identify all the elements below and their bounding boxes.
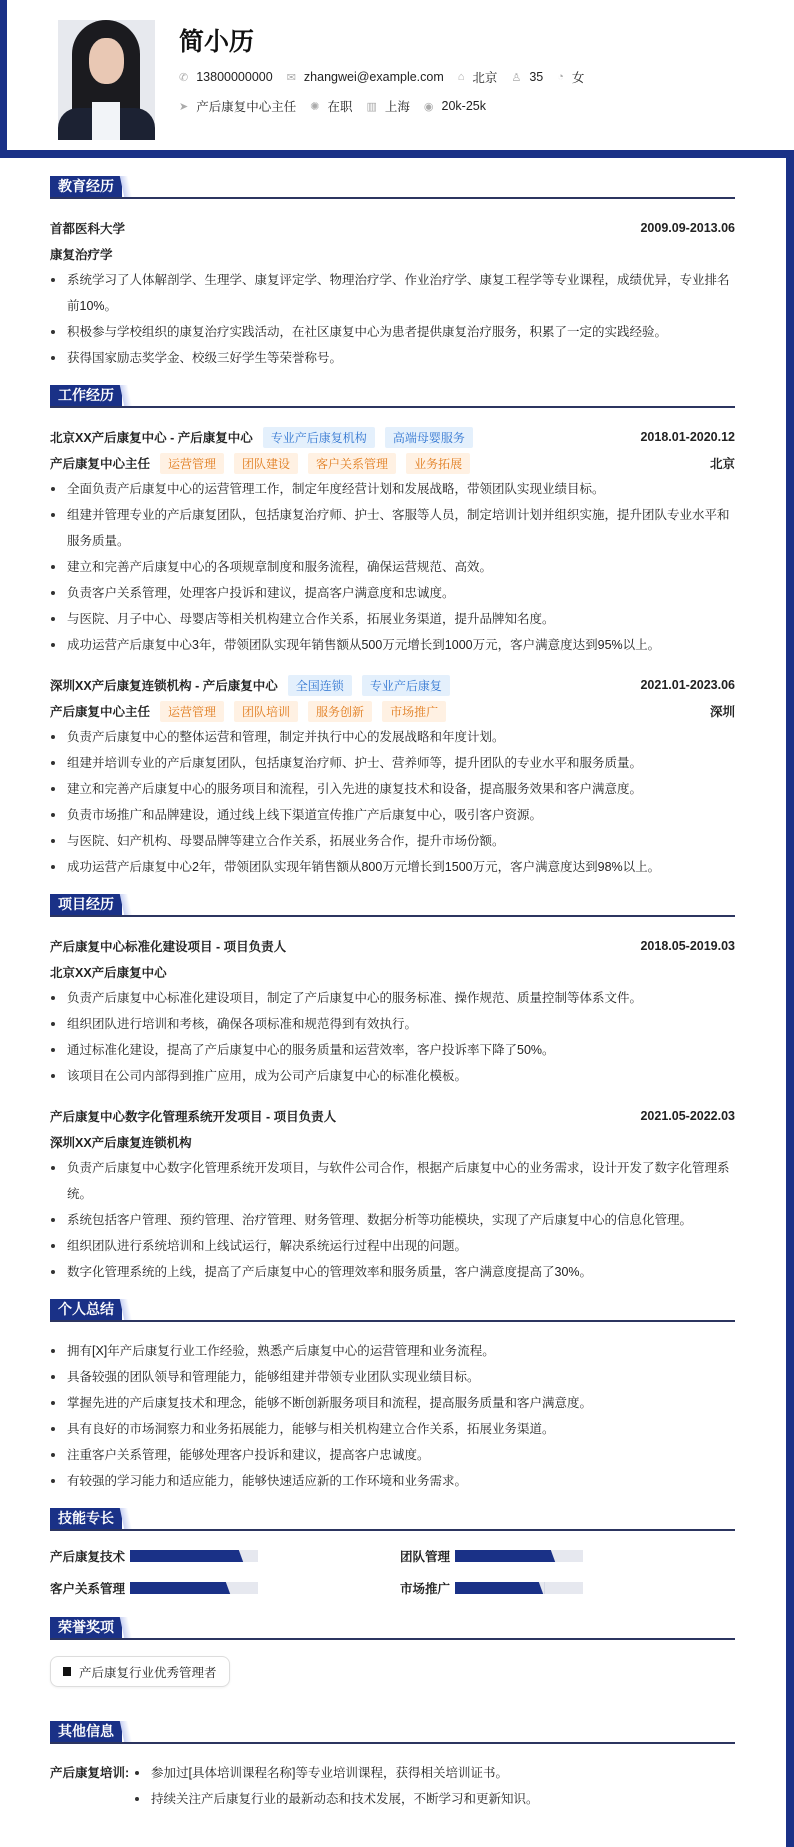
role: 产后康复中心主任 xyxy=(50,457,151,471)
list-item: 具有良好的市场洞察力和业务拓展能力，能够与相关机构建立合作关系，拓展业务渠道。 xyxy=(50,1416,735,1442)
list-item: 系统学习了人体解剖学、生理学、康复评定学、物理治疗学、作业治疗学、康复工程学等专业课程，成绩优异，专业排名前10%。 xyxy=(50,267,735,319)
project-bullets xyxy=(50,985,735,1089)
header-divider-band xyxy=(0,150,794,158)
company-tag: 专业产后康复 xyxy=(362,675,450,696)
honors-section xyxy=(50,1617,735,1707)
job-role-row xyxy=(50,450,735,476)
skill-tag: 市场推广 xyxy=(382,701,446,722)
job-bullets xyxy=(50,476,735,658)
skill-bar xyxy=(130,1582,258,1594)
email[interactable]: zhangwei@example.com xyxy=(303,70,444,84)
project-bullets xyxy=(50,1155,735,1285)
list-item: 积极参与学校组织的康复治疗实践活动，在社区康复中心为患者提供康复治疗服务，积累了一定的实践经验。 xyxy=(50,319,735,345)
skill-tag: 团队建设 xyxy=(234,453,298,474)
skill-bar-fill xyxy=(455,1550,557,1562)
status-icon: ✺ xyxy=(310,100,320,113)
skill-tag: 客户关系管理 xyxy=(308,453,396,474)
list-item: 建立和完善产后康复中心的服务项目和流程，引入先进的康复技术和设备，提高服务效果和客户满意度。 xyxy=(50,776,735,802)
skill-bar xyxy=(455,1582,583,1594)
company: 深圳XX产后康复连锁机构 - 产后康复中心 xyxy=(50,679,278,693)
job-intent-row xyxy=(179,97,500,115)
contact-row xyxy=(179,68,598,86)
job-header xyxy=(50,672,735,698)
date: 2021.01-2023.06 xyxy=(640,678,735,692)
skill-tag: 运营管理 xyxy=(160,453,224,474)
project-header xyxy=(50,933,735,959)
job-role-group xyxy=(50,701,446,722)
honor-label: 产后康复行业优秀管理者 xyxy=(79,1665,217,1680)
project-org-row xyxy=(50,1129,735,1155)
skill-name: 团队管理 xyxy=(400,1550,451,1564)
phone-icon: ✆ xyxy=(179,71,189,84)
role: 产后康复中心主任 xyxy=(50,705,151,719)
list-item: 获得国家励志奖学金、校级三好学生等荣誉称号。 xyxy=(50,345,735,371)
city: 北京 xyxy=(472,71,498,85)
candidate-name: 简小历 xyxy=(179,28,255,56)
list-item: 组织团队进行培训和考核，确保各项标准和规范得到有效执行。 xyxy=(50,1011,735,1037)
project-name: 产后康复中心数字化管理系统开发项目 - 项目负责人 xyxy=(50,1110,337,1124)
list-item: 与医院、妇产机构、母婴品牌等建立合作关系，拓展业务合作，提升市场份额。 xyxy=(50,828,735,854)
list-item: 成功运营产后康复中心2年，带领团队实现年销售额从800万元增长到1500万元，客户满意度达到98%以上。 xyxy=(50,854,735,880)
project-org: 深圳XX产后康复连锁机构 xyxy=(50,1136,192,1150)
list-item: 建立和完善产后康复中心的各项规章制度和服务流程，确保运营规范、高效。 xyxy=(50,554,735,580)
list-item: 参加过[具体培训课程名称]等专业培训课程，获得相关培训证书。 xyxy=(134,1760,735,1786)
left-accent-border xyxy=(0,0,7,152)
job-company-group xyxy=(50,675,450,696)
list-item: 该项目在公司内部得到推广应用，成为公司产后康复中心的标准化模板。 xyxy=(50,1063,735,1089)
honor-badge xyxy=(50,1656,230,1687)
job-role-row xyxy=(50,698,735,724)
skill-bar-fill xyxy=(130,1550,245,1562)
skill-tag: 业务拓展 xyxy=(406,453,470,474)
project-header xyxy=(50,1103,735,1129)
date: 2018.05-2019.03 xyxy=(640,939,735,953)
major: 康复治疗学 xyxy=(50,248,113,262)
skill-tag: 服务创新 xyxy=(308,701,372,722)
project-org-row xyxy=(50,959,735,985)
skill-item xyxy=(400,1579,735,1597)
list-item: 组建并管理专业的产后康复团队，包括康复治疗师、护士、客服等人员，制定培训计划并组织实施，提升团队专业水平和服务质量。 xyxy=(50,502,735,554)
list-item: 具备较强的团队领导和管理能力，能够组建并带领专业团队实现业绩目标。 xyxy=(50,1364,735,1390)
skill-item xyxy=(50,1579,400,1597)
list-item: 拥有[X]年产后康复行业工作经验，熟悉产后康复中心的运营管理和业务流程。 xyxy=(50,1338,735,1364)
section-title: 工作经历 xyxy=(50,385,122,406)
avatar-photo xyxy=(58,20,155,140)
skill-name: 产后康复技术 xyxy=(50,1550,126,1564)
list-item: 数字化管理系统的上线，提高了产后康复中心的管理效率和服务质量，客户满意度提高了30%。 xyxy=(50,1259,735,1285)
profile-header xyxy=(58,20,758,140)
skill-item xyxy=(400,1547,735,1565)
email-icon: ✉ xyxy=(286,71,296,84)
job-city: 深圳 xyxy=(709,705,735,719)
other-label: 产后康复培训: xyxy=(50,1766,130,1780)
square-bullet-icon xyxy=(63,1667,71,1676)
list-item: 负责产后康复中心的整体运营和管理，制定并执行中心的发展战略和年度计划。 xyxy=(50,724,735,750)
school: 首都医科大学 xyxy=(50,222,126,236)
list-item: 注重客户关系管理，能够处理客户投诉和建议，提高客户忠诚度。 xyxy=(50,1442,735,1468)
list-item: 掌握先进的产后康复技术和理念，能够不断创新服务项目和流程，提高服务质量和客户满意度。 xyxy=(50,1390,735,1416)
building-icon: ▥ xyxy=(366,100,377,113)
gender-icon: ◔ xyxy=(557,71,564,83)
salary: 20k-25k xyxy=(441,99,486,113)
company-tag: 专业产后康复机构 xyxy=(263,427,375,448)
section-title: 其他信息 xyxy=(50,1721,122,1742)
company-tag: 全国连锁 xyxy=(288,675,352,696)
salary-icon: ◉ xyxy=(423,100,434,113)
list-item: 系统包括客户管理、预约管理、治疗管理、财务管理、数据分析等功能模块，实现了产后康复中心的信息化管理。 xyxy=(50,1207,735,1233)
skill-bar-fill xyxy=(455,1582,545,1594)
target-city: 上海 xyxy=(384,100,410,114)
company: 北京XX产后康复中心 - 产后康复中心 xyxy=(50,431,253,445)
list-item: 成功运营产后康复中心3年，带领团队实现年销售额从500万元增长到1000万元，客户满意度达到95%以上。 xyxy=(50,632,735,658)
list-item: 负责市场推广和品牌建设，通过线上线下渠道宣传推广产后康复中心，吸引客户资源。 xyxy=(50,802,735,828)
summary-section xyxy=(50,1299,735,1494)
skill-name: 客户关系管理 xyxy=(50,1582,126,1596)
list-item: 持续关注产后康复行业的最新动态和技术发展，不断学习和更新知识。 xyxy=(134,1786,735,1812)
education-section xyxy=(50,176,735,371)
section-title: 项目经历 xyxy=(50,894,122,915)
section-title: 荣誉奖项 xyxy=(50,1617,122,1638)
home-icon: ⌂ xyxy=(457,71,465,83)
list-item: 负责产后康复中心标准化建设项目，制定了产后康复中心的服务标准、操作规范、质量控制等体系文件。 xyxy=(50,985,735,1011)
phone: 13800000000 xyxy=(196,70,273,84)
job-bullets xyxy=(50,724,735,880)
work-section xyxy=(50,385,735,880)
list-item: 组建并培训专业的产后康复团队，包括康复治疗师、护士、营养师等，提升团队的专业水平和服务质量。 xyxy=(50,750,735,776)
list-item: 通过标准化建设，提高了产后康复中心的服务质量和运营效率，客户投诉率下降了50%。 xyxy=(50,1037,735,1063)
skill-tag: 运营管理 xyxy=(160,701,224,722)
section-title: 个人总结 xyxy=(50,1299,122,1320)
skill-bar xyxy=(455,1550,583,1562)
position: 产后康复中心主任 xyxy=(196,100,297,114)
list-item: 与医院、月子中心、母婴店等相关机构建立合作关系，拓展业务渠道，提升品牌知名度。 xyxy=(50,606,735,632)
list-item: 全面负责产后康复中心的运营管理工作，制定年度经营计划和发展战略，带领团队实现业绩目标。 xyxy=(50,476,735,502)
resume-body xyxy=(50,176,735,1840)
gender: 女 xyxy=(571,71,585,85)
projects-section xyxy=(50,894,735,1285)
job-header xyxy=(50,424,735,450)
skills-section xyxy=(50,1508,735,1597)
project-org: 北京XX产后康复中心 xyxy=(50,966,167,980)
list-item: 有较强的学习能力和适应能力，能够快速适应新的工作环境和业务需求。 xyxy=(50,1468,735,1494)
job-company-group xyxy=(50,427,473,448)
skill-name: 市场推广 xyxy=(400,1582,451,1596)
send-icon: ➤ xyxy=(179,100,189,113)
job-role-group xyxy=(50,453,470,474)
age: 35 xyxy=(529,70,544,84)
skill-bar-fill xyxy=(130,1582,232,1594)
section-title: 技能专长 xyxy=(50,1508,122,1529)
other-section xyxy=(50,1721,735,1826)
list-item: 负责产后康复中心数字化管理系统开发项目，与软件公司合作，根据产后康复中心的业务需求，设计开发了数字化管理系统。 xyxy=(50,1155,735,1207)
age-icon: ♙ xyxy=(511,71,522,84)
list-item: 负责客户关系管理，处理客户投诉和建议，提高客户满意度和忠诚度。 xyxy=(50,580,735,606)
skill-tag: 团队培训 xyxy=(234,701,298,722)
date: 2018.01-2020.12 xyxy=(640,430,735,444)
project-name: 产后康复中心标准化建设项目 - 项目负责人 xyxy=(50,940,287,954)
status: 在职 xyxy=(327,100,353,114)
section-title: 教育经历 xyxy=(50,176,122,197)
job-city: 北京 xyxy=(709,457,735,471)
skill-bar xyxy=(130,1550,258,1562)
date: 2021.05-2022.03 xyxy=(640,1109,735,1123)
company-tag: 高端母婴服务 xyxy=(385,427,473,448)
list-item: 组织团队进行系统培训和上线试运行，解决系统运行过程中出现的问题。 xyxy=(50,1233,735,1259)
skill-item xyxy=(50,1547,400,1565)
right-accent-border xyxy=(786,150,794,1847)
date: 2009.09-2013.06 xyxy=(640,221,735,235)
